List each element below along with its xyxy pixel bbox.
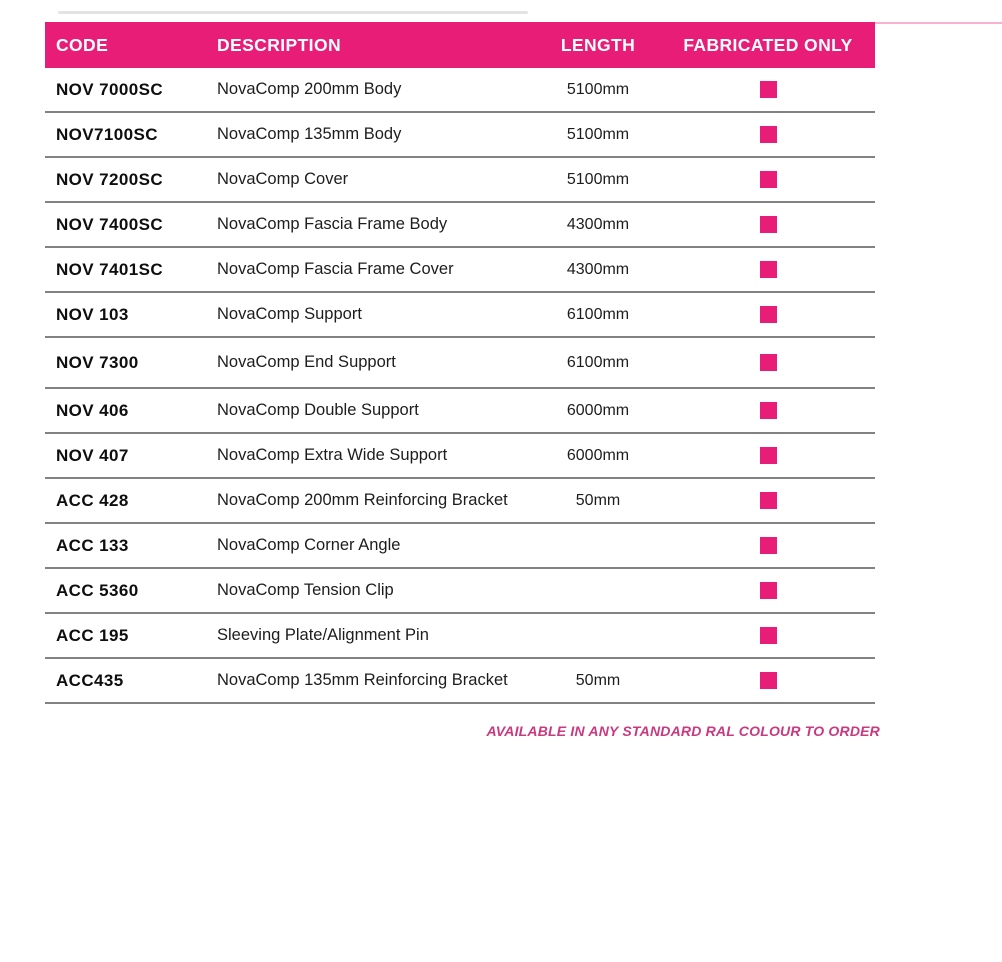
- scan-artifact-line: [58, 11, 528, 14]
- row-description: NovaComp 135mm Reinforcing Bracket: [217, 671, 508, 689]
- row-description: NovaComp Corner Angle: [217, 536, 401, 554]
- row-length: 6100mm: [566, 353, 630, 371]
- row-description: NovaComp Support: [217, 305, 362, 323]
- row-fabricated-cell: [661, 582, 875, 599]
- fabricated-only-square-icon: [760, 81, 777, 98]
- row-description: NovaComp Double Support: [217, 401, 419, 419]
- table-row: [45, 158, 875, 203]
- fabricated-only-square-icon: [760, 582, 777, 599]
- table-row: [45, 569, 875, 614]
- table-row: [45, 389, 875, 434]
- row-code: ACC 428: [56, 490, 129, 510]
- row-length: 50mm: [575, 671, 621, 689]
- row-length: 6000mm: [566, 446, 630, 464]
- row-fabricated-cell: [661, 126, 875, 143]
- row-code: ACC435: [56, 670, 124, 690]
- row-fabricated-cell: [661, 537, 875, 554]
- table-row: [45, 338, 875, 389]
- table-row: [45, 659, 875, 704]
- row-length: 5100mm: [566, 80, 630, 98]
- row-length: 4300mm: [566, 215, 630, 233]
- fabricated-only-square-icon: [760, 216, 777, 233]
- row-description: Sleeving Plate/Alignment Pin: [217, 626, 429, 644]
- table-row: [45, 614, 875, 659]
- table-row: [45, 293, 875, 338]
- fabricated-only-square-icon: [760, 672, 777, 689]
- ral-colour-note: AVAILABLE IN ANY STANDARD RAL COLOUR TO ORDER: [486, 723, 880, 739]
- table-row: [45, 68, 875, 113]
- fabricated-only-square-icon: [760, 306, 777, 323]
- table-row: [45, 113, 875, 158]
- fabricated-only-square-icon: [760, 447, 777, 464]
- row-code: NOV 7200SC: [56, 169, 163, 189]
- row-code: NOV7100SC: [56, 124, 158, 144]
- fabricated-only-square-icon: [760, 492, 777, 509]
- row-fabricated-cell: [661, 672, 875, 689]
- fabricated-only-square-icon: [760, 126, 777, 143]
- column-header-description: DESCRIPTION: [217, 34, 341, 55]
- column-header-length: LENGTH: [560, 34, 636, 55]
- table-row: [45, 479, 875, 524]
- fabricated-only-square-icon: [760, 171, 777, 188]
- table-header-row: [45, 22, 875, 68]
- row-code: NOV 7401SC: [56, 259, 163, 279]
- row-fabricated-cell: [661, 261, 875, 278]
- row-code: NOV 7000SC: [56, 79, 163, 99]
- header-edge-artifact: [874, 22, 1002, 24]
- table-body: [45, 68, 875, 704]
- row-description: NovaComp 200mm Reinforcing Bracket: [217, 491, 508, 509]
- row-length: 5100mm: [566, 125, 630, 143]
- row-fabricated-cell: [661, 627, 875, 644]
- fabricated-only-square-icon: [760, 537, 777, 554]
- row-fabricated-cell: [661, 216, 875, 233]
- row-length: 6000mm: [566, 401, 630, 419]
- row-fabricated-cell: [661, 402, 875, 419]
- row-code: NOV 407: [56, 445, 129, 465]
- fabricated-only-square-icon: [760, 627, 777, 644]
- row-fabricated-cell: [661, 81, 875, 98]
- row-code: ACC 133: [56, 535, 129, 555]
- row-length: 4300mm: [566, 260, 630, 278]
- row-description: NovaComp Fascia Frame Cover: [217, 260, 454, 278]
- row-length: 50mm: [575, 491, 621, 509]
- row-description: NovaComp Fascia Frame Body: [217, 215, 448, 233]
- row-description: NovaComp Tension Clip: [217, 581, 394, 599]
- table-row: [45, 434, 875, 479]
- row-code: NOV 406: [56, 400, 129, 420]
- row-length: 5100mm: [566, 170, 630, 188]
- row-code: NOV 103: [56, 304, 129, 324]
- row-code: NOV 7300: [56, 352, 139, 372]
- row-fabricated-cell: [661, 306, 875, 323]
- row-description: NovaComp 200mm Body: [217, 80, 402, 98]
- fabricated-only-square-icon: [760, 261, 777, 278]
- row-length: 6100mm: [566, 305, 630, 323]
- row-description: NovaComp Cover: [217, 170, 349, 188]
- table-row: [45, 524, 875, 569]
- fabricated-only-square-icon: [760, 402, 777, 419]
- row-description: NovaComp Extra Wide Support: [217, 446, 448, 464]
- row-fabricated-cell: [661, 171, 875, 188]
- column-header-fabricated: FABRICATED ONLY: [683, 34, 853, 55]
- row-fabricated-cell: [661, 492, 875, 509]
- row-code: ACC 5360: [56, 580, 139, 600]
- product-spec-table: [45, 22, 875, 704]
- row-fabricated-cell: [661, 447, 875, 464]
- fabricated-only-square-icon: [760, 354, 777, 371]
- row-description: NovaComp 135mm Body: [217, 125, 402, 143]
- row-code: NOV 7400SC: [56, 214, 163, 234]
- table-row: [45, 203, 875, 248]
- column-header-code: CODE: [56, 34, 109, 55]
- row-fabricated-cell: [661, 354, 875, 371]
- table-row: [45, 248, 875, 293]
- row-code: ACC 195: [56, 625, 129, 645]
- row-description: NovaComp End Support: [217, 353, 396, 371]
